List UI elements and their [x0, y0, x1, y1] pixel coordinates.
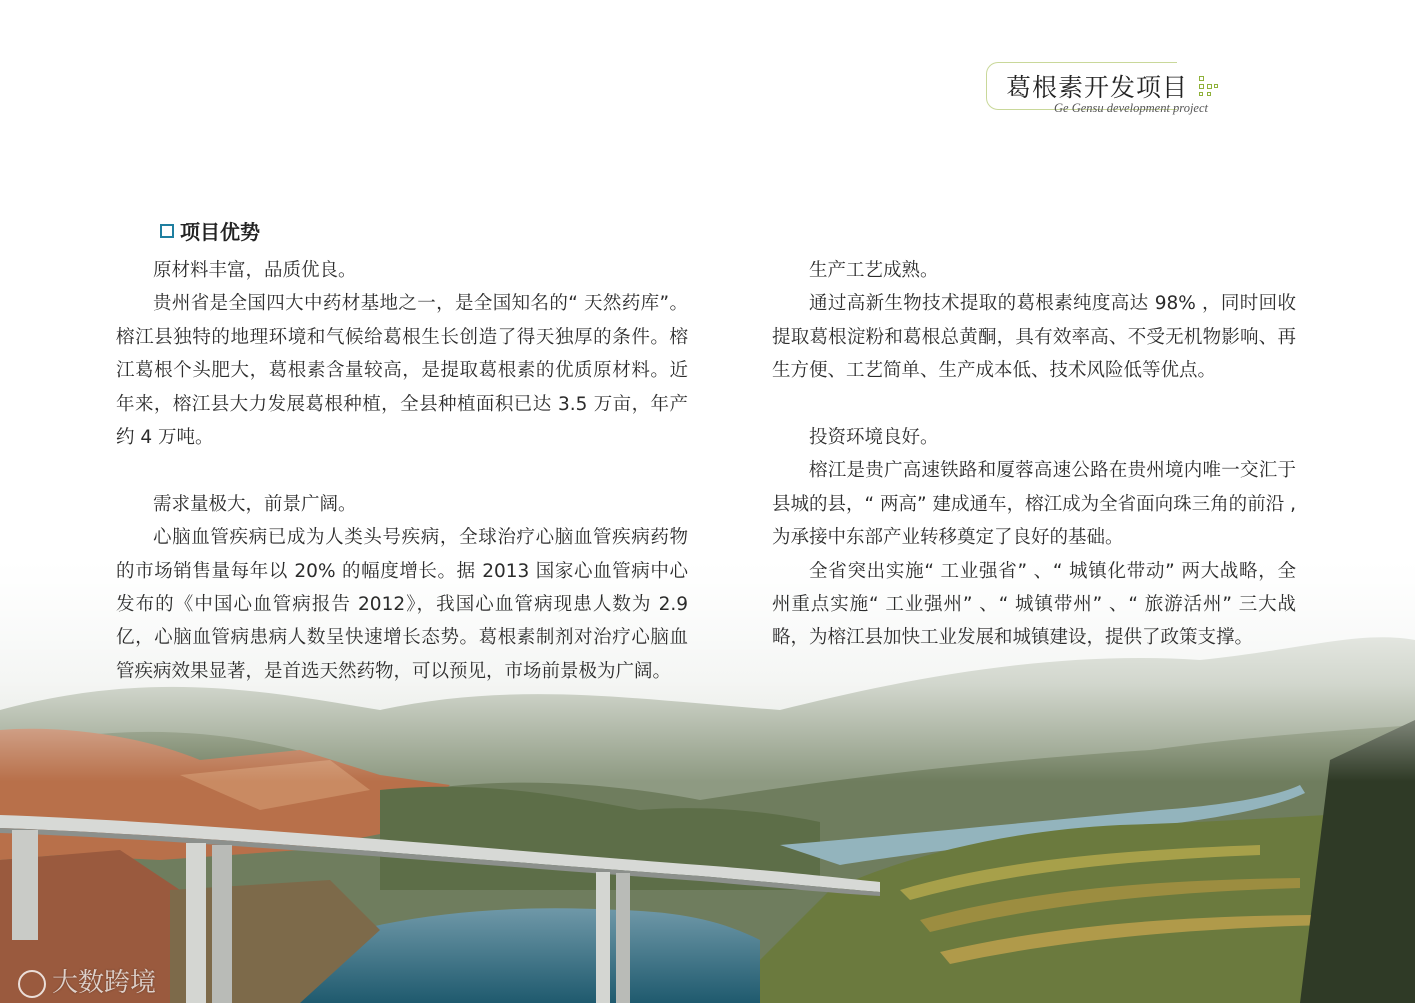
paragraph-raw-material-heading: 原材料丰富，品质优良。 — [153, 260, 357, 281]
dots-decoration-icon — [1199, 76, 1219, 96]
paragraph-investment-body: 榕江是贵广高速铁路和厦蓉高速公路在贵州境内唯一交汇于县城的县，“ 两高” 建成通车，榕江成为全省面向珠三角的前沿 ,为承接中东部产业转移奠定了良好的基础。 — [772, 460, 1296, 549]
watermark-text: 大数跨境 — [52, 968, 157, 998]
page-title: 葛根素开发项目 — [1006, 73, 1189, 102]
square-bullet-icon — [160, 224, 174, 238]
page-subtitle: Ge Gensu development project — [1054, 101, 1208, 115]
paragraph-demand-heading: 需求量极大，前景广阔。 — [153, 493, 357, 515]
left-column — [116, 254, 688, 688]
paragraph-demand-body: 心脑血管疾病已成为人类头号疾病，全球治疗心脑血管疾病药物的市场销售量每年以 20% 的幅度增长。据 2013 国家心血管病中心发布的《中国心血管病报告 2012》，我国心血管病现患人数为 2.9 亿，心脑血管病患病人数呈快速增长态势。葛根素制剂对治疗心脑血管疾病效果显著，是首选天然药物，可以预见，市场前景极为广阔。 — [116, 527, 688, 682]
paragraph-strategy-body: 全省突出实施“ 工业强省” 、“ 城镇化带动” 两大战略，全州重点实施“ 工业强州” 、“ 城镇带州” 、“ 旅游活州” 三大战略，为榕江县加快工业发展和城镇建设，提供了政策支撑。 — [772, 560, 1296, 649]
paragraph-investment-heading: 投资环境良好。 — [809, 427, 939, 449]
section-heading — [160, 216, 260, 245]
paragraph-raw-material-body: 贵州省是全国四大中药材基地之一，是全国知名的“ 天然药库”。榕江县独特的地理环境和气候给葛根生长创造了得天独厚的条件。榕江葛根个头肥大，葛根素含量较高，是提取葛根素的优质原材料。近年来，榕江县大力发展葛根种植，全县种植面积已达 3.5 万亩，年产约 4 万吨。 — [116, 293, 688, 449]
right-column — [772, 254, 1296, 655]
section-title: 项目优势 — [180, 220, 260, 244]
paragraph-process-body: 通过高新生物技术提取的葛根素纯度高达 98% ，同时回收提取葛根淀粉和葛根总黄酮，具有效率高、不受无机物影响、再生方便、工艺简单、生产成本低、技术风险低等优点。 — [772, 293, 1296, 382]
paragraph-process-heading: 生产工艺成熟。 — [809, 260, 939, 281]
watermark-logo-icon — [18, 970, 46, 998]
watermark — [18, 962, 156, 999]
